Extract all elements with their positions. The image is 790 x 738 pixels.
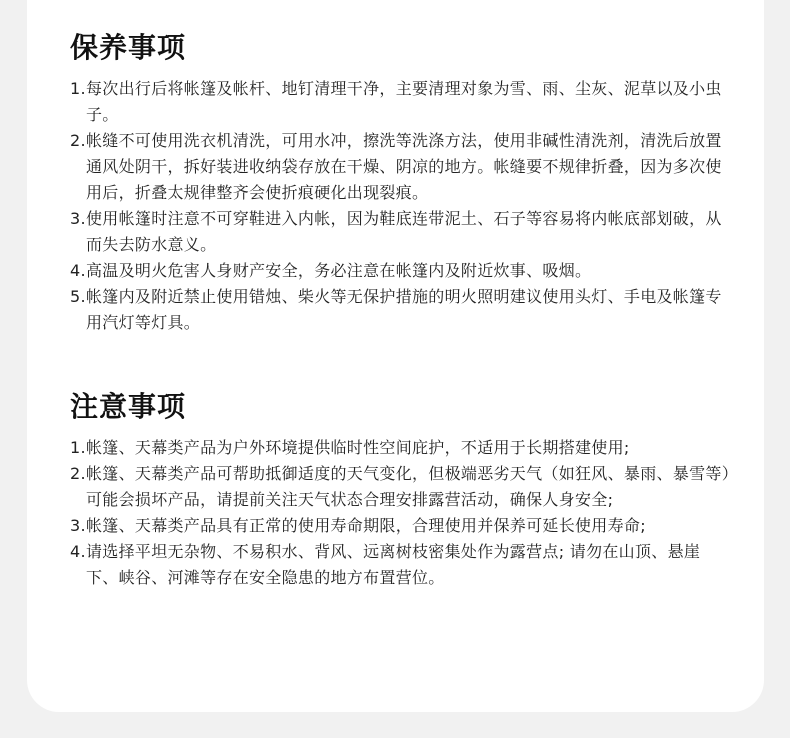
care-item-number: 4. [70, 261, 86, 280]
care-item-text: 使用帐篷时注意不可穿鞋进入内帐，因为鞋底连带泥土、石子等容易将内帐底部划破，从而失去防水意义。 [86, 209, 722, 254]
notice-item-text: 帐篷、天幕类产品具有正常的使用寿命期限，合理使用并保养可延长使用寿命; [86, 516, 646, 535]
notice-item-2 [70, 461, 730, 513]
care-item-2 [70, 128, 730, 206]
notice-section [70, 389, 730, 591]
care-item-number: 1. [70, 79, 86, 98]
care-item-3 [70, 206, 730, 258]
care-item-text: 帐缝不可使用洗衣机清洗，可用水冲，擦洗等洗涤方法，使用非碱性清洗剂，清洗后放置通风处阴干，拆好装进收纳袋存放在干燥、阴凉的地方。帐缝要不规律折叠，因为多次使用后，折叠太规律整齐会使折痕硬化出现裂痕。 [86, 131, 722, 202]
notice-item-text: 帐篷、天幕类产品为户外环境提供临时性空间庇护，不适用于长期搭建使用; [86, 438, 630, 457]
notice-item-text: 请选择平坦无杂物、不易积水、背风、远离树枝密集处作为露营点; 请勿在山顶、悬崖下、峡谷、河滩等存在安全隐患的地方布置营位。 [86, 542, 701, 587]
care-item-4 [70, 258, 730, 284]
notice-item-3 [70, 513, 730, 539]
notice-item-text: 帐篷、天幕类产品可帮助抵御适度的天气变化，但极端恶劣天气（如狂风、暴雨、暴雪等）可能会损坏产品，请提前关注天气状态合理安排露营活动，确保人身安全; [86, 464, 731, 509]
notice-item-number: 2. [70, 464, 86, 483]
care-list [70, 76, 730, 336]
notice-item-4 [70, 539, 730, 591]
care-item-text: 高温及明火危害人身财产安全，务必注意在帐篷内及附近炊事、吸烟。 [86, 261, 592, 280]
notice-item-number: 3. [70, 516, 86, 535]
care-section-title: 保养事项 [70, 31, 187, 64]
care-item-number: 5. [70, 287, 86, 306]
notice-item-number: 4. [70, 542, 86, 561]
notice-item-number: 1. [70, 438, 86, 457]
care-item-text: 每次出行后将帐篷及帐杆、地钉清理干净，主要清理对象为雪、雨、尘灰、泥草以及小虫子。 [86, 79, 722, 124]
notice-section-title: 注意事项 [70, 390, 187, 423]
notice-item-1 [70, 435, 730, 461]
care-item-1 [70, 76, 730, 128]
care-item-number: 3. [70, 209, 86, 228]
care-item-number: 2. [70, 131, 86, 150]
care-item-5 [70, 284, 730, 336]
notice-list [70, 435, 730, 591]
care-section [70, 30, 730, 336]
care-item-text: 帐篷内及附近禁止使用错烛、柴火等无保护措施的明火照明建议使用头灯、手电及帐篷专用汽灯等灯具。 [86, 287, 722, 332]
